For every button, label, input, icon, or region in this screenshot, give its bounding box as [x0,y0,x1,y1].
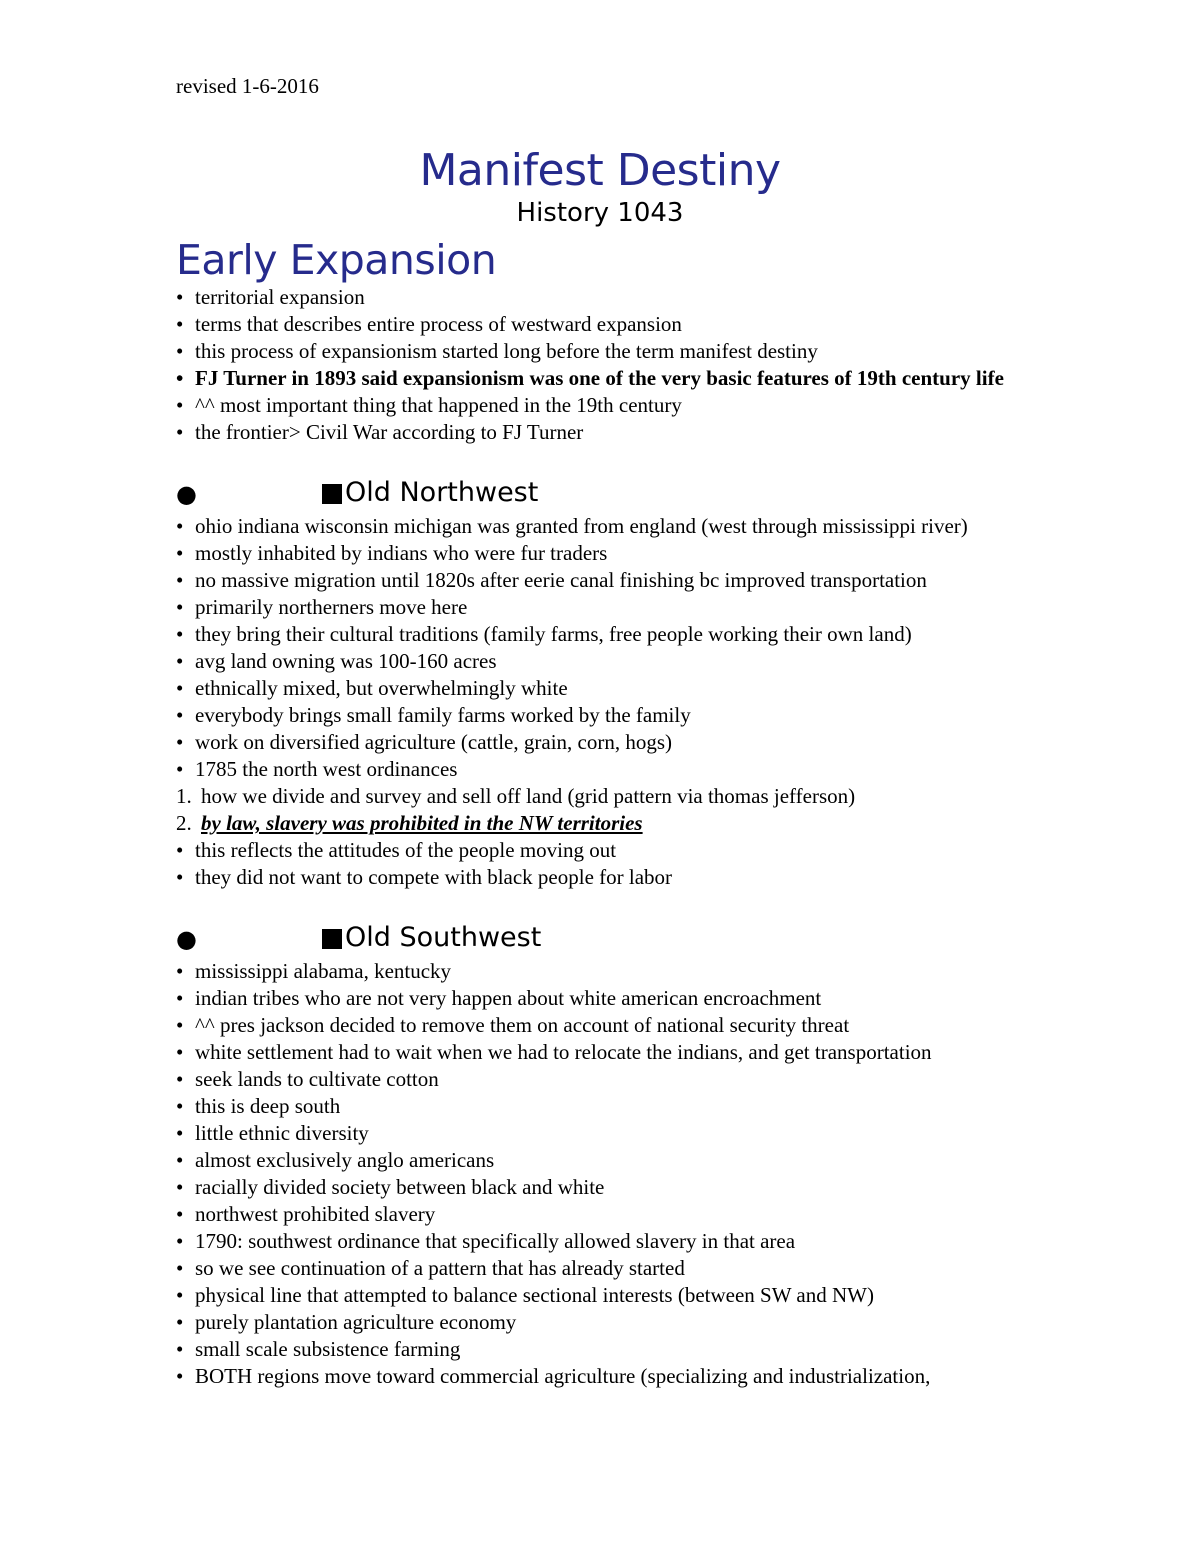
bullet: • [176,1067,184,1091]
northwest-list [0,513,1200,891]
list-item: • so we see continuation of a pattern that has already started [176,1256,685,1280]
bullet: • [176,514,184,538]
list-item: • this reflects the attitudes of the people moving out [176,838,617,862]
document-subtitle: History 1043 [516,198,684,228]
list-item: • this is deep south [176,1094,341,1118]
list-item: • work on diversified agriculture (cattle, grain, corn, hogs) [176,730,673,754]
list-item: • indian tribes who are not very happen about white american encroachment [176,986,822,1010]
list-item: • they did not want to compete with black people for labor [176,865,673,889]
revised-date: revised 1-6-2016 [176,74,319,98]
list-item: • white settlement had to wait when we had to relocate the indians, and get transportation [176,1040,932,1064]
southwest-list [0,958,1200,1390]
bullet: • [176,1337,184,1361]
bullet: • [176,1229,184,1253]
list-item: • BOTH regions move toward commercial agriculture (specializing and industrialization, [176,1364,931,1388]
subheading-label: Old Northwest [345,477,539,508]
numbered-item [0,810,1200,837]
list-item: • small scale subsistence farming [176,1337,461,1361]
list-item: • this process of expansionism started long before the term manifest destiny [176,339,818,363]
bullet: • [176,541,184,565]
emphasized-text: by law, slavery was prohibited in the NW territories [201,811,643,835]
list-item: • 1790: southwest ordinance that specifically allowed slavery in that area [176,1229,796,1253]
bullet: • [176,838,184,862]
bullet: • [176,1364,184,1388]
list-item: • northwest prohibited slavery [176,1202,436,1226]
list-item: • everybody brings small family farms worked by the family [176,703,691,727]
list-item: • ^^ pres jackson decided to remove them on account of national security threat [176,1013,850,1037]
bullet: • [176,1094,184,1118]
list-item: • terms that describes entire process of westward expansion [176,312,682,336]
list-item: • ethnically mixed, but overwhelmingly white [176,676,568,700]
bullet: • [176,730,184,754]
item-number: 1. [176,784,192,808]
list-item: • no massive migration until 1820s after eerie canal finishing bc improved transportation [176,568,927,592]
list-item: • physical line that attempted to balance sectional interests (between SW and NW) [176,1283,874,1307]
list-item: • 1785 the north west ordinances [176,757,458,781]
list-item: • primarily northerners move here [176,595,468,619]
bullet: • [176,568,184,592]
list-item: • racially divided society between black and white [176,1175,605,1199]
list-item: • ^^ most important thing that happened in the 19th century [176,393,682,417]
bullet: • [176,393,184,417]
bullet: • [176,1121,184,1145]
bullet: • [176,676,184,700]
list-item: • mississippi alabama, kentucky [176,959,452,983]
bullet: • [176,986,184,1010]
bullet: • [176,1175,184,1199]
intro-list [0,284,1200,446]
list-item: • mostly inhabited by indians who were fur traders [176,541,608,565]
bullet: • [176,312,184,336]
bullet: • [176,703,184,727]
bullet: • [176,285,184,309]
item-number: 2. [176,811,192,835]
list-item: • FJ Turner in 1893 said expansionism was one of the very basic features of 19th century life [176,366,1004,390]
bullet: • [176,1148,184,1172]
list-item: • the frontier> Civil War according to FJ Turner [176,420,584,444]
document-title: Manifest Destiny [419,145,781,196]
subheading-old-northwest [0,476,1200,510]
bullet: • [176,1310,184,1334]
list-item: • purely plantation agriculture economy [176,1310,517,1334]
bullet: • [176,757,184,781]
bullet-dot: ● [176,480,197,508]
square-bullet-icon [322,484,342,504]
subheading-label: Old Southwest [345,922,542,953]
square-bullet-icon [322,929,342,949]
list-item: • territorial expansion [176,285,365,309]
bullet: • [176,1040,184,1064]
section-heading-early-expansion: Early Expansion [176,236,497,284]
list-item: • little ethnic diversity [176,1121,369,1145]
bullet: • [176,959,184,983]
list-item: • seek lands to cultivate cotton [176,1067,439,1091]
numbered-item: 1. how we divide and survey and sell off land (grid pattern via thomas jefferson) [176,784,856,808]
bullet: • [176,1256,184,1280]
bullet: • [176,865,184,889]
bullet: • [176,1013,184,1037]
bullet: • [176,420,184,444]
list-item: • avg land owning was 100-160 acres [176,649,497,673]
list-item: • ohio indiana wisconsin michigan was granted from england (west through mississippi river) [176,514,968,538]
bullet: • [176,595,184,619]
bullet-dot: ● [176,925,197,953]
bullet: • [176,366,184,390]
bullet: • [176,1283,184,1307]
bullet: • [176,649,184,673]
list-item: • almost exclusively anglo americans [176,1148,495,1172]
bullet: • [176,339,184,363]
bullet: • [176,622,184,646]
list-item: • they bring their cultural traditions (family farms, free people working their own land) [176,622,912,646]
subheading-old-southwest [0,921,1200,955]
bullet: • [176,1202,184,1226]
